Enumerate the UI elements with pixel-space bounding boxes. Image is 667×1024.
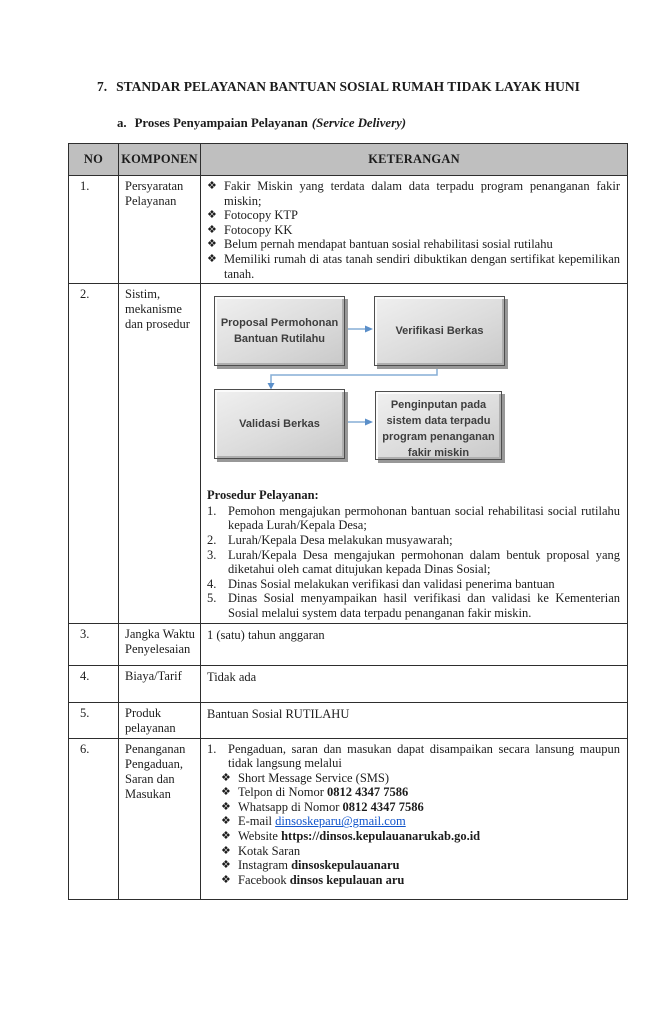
- row5-komponen: Produk pelayanan: [119, 702, 201, 738]
- col-header-keterangan: KETERANGAN: [201, 144, 628, 176]
- prosedur-pelayanan-heading: Prosedur Pelayanan:: [207, 488, 319, 503]
- row5-no: 5.: [69, 702, 119, 738]
- subtitle-letter: a.: [117, 116, 127, 130]
- col-header-komponen: KOMPONEN: [119, 144, 201, 176]
- row6-komponen: Penanganan Pengaduan, Saran dan Masukan: [119, 738, 201, 899]
- diamond-bullet-icon: ❖: [221, 859, 231, 872]
- row3-komponen: Jangka Waktu Penyelesaian: [119, 623, 201, 665]
- row1-keterangan: [201, 176, 628, 284]
- diamond-bullet-icon: ❖: [221, 786, 231, 799]
- flowchart-box-verifikasi: Verifikasi Berkas: [374, 296, 505, 366]
- channel-item-facebook: ❖ Facebook dinsos kepulauan aru: [221, 872, 405, 887]
- table-row: [69, 702, 628, 738]
- bullet-item: ❖ Fakir Miskin yang terdata dalam data terpadu program penanganan fakir miskin;: [207, 179, 620, 208]
- complaint-channel-list: [221, 771, 620, 888]
- email-link[interactable]: dinsoskeparu@gmail.com: [275, 814, 406, 829]
- row2-no: 2.: [69, 284, 119, 623]
- diamond-bullet-icon: ❖: [221, 815, 231, 828]
- flowchart-box-validasi: Validasi Berkas: [214, 389, 345, 459]
- arrow-elbow-down-icon: [268, 363, 438, 390]
- flowchart-box-penginputan: [375, 391, 502, 460]
- page-title: [97, 79, 580, 95]
- phone-number: 0812 4347 7586: [327, 785, 409, 800]
- diamond-bullet-icon: ❖: [207, 238, 217, 251]
- table-row: [69, 284, 628, 623]
- row3-keterangan: [201, 623, 628, 665]
- procedure-step: 4. Dinas Sosial melakukan verifikasi dan validasi penerima bantuan: [207, 576, 555, 591]
- row4-keterangan: [201, 665, 628, 702]
- bullet-item: ❖ Memiliki rumah di atas tanah sendiri dibuktikan dengan sertifikat kepemilikan tanah.: [207, 251, 620, 281]
- row6-keterangan: [201, 738, 628, 899]
- channel-item-suggestion-box: ❖ Kotak Saran: [221, 843, 301, 858]
- diamond-bullet-icon: ❖: [221, 771, 231, 784]
- flowchart-box-proposal: Proposal Permohonan Bantuan Rutilahu: [214, 296, 345, 366]
- website-url: https://dinsos.kepulauanarukab.go.id: [281, 829, 481, 844]
- diamond-bullet-icon: ❖: [207, 209, 217, 222]
- row4-no: 4.: [69, 665, 119, 702]
- row4-value: Tidak ada: [207, 669, 257, 684]
- channel-item-whatsapp: ❖ Whatsapp di Nomor 0812 4347 7586: [221, 799, 424, 814]
- row2-komponen: Sistim, mekanisme dan prosedur: [119, 284, 201, 623]
- row3-value: 1 (satu) tahun anggaran: [207, 627, 325, 642]
- row2-keterangan: [201, 284, 628, 623]
- row5-value: Bantuan Sosial RUTILAHU: [207, 706, 350, 721]
- complaint-intro: 1. Pengaduan, saran dan masukan dapat disampaikan secara lansung maupun tidak langsung melalui: [207, 741, 620, 771]
- channel-item-website: ❖ Website https://dinsos.kepulauanarukab.go.id: [221, 829, 481, 844]
- table-row: [69, 738, 628, 899]
- diamond-bullet-icon: ❖: [207, 223, 217, 236]
- service-standard-table: [68, 143, 628, 900]
- procedure-step: 2. Lurah/Kepala Desa melakukan musyawarah;: [207, 532, 453, 547]
- diamond-bullet-icon: ❖: [221, 873, 231, 886]
- diamond-bullet-icon: ❖: [221, 830, 231, 843]
- bullet-item: ❖ Belum pernah mendapat bantuan sosial rehabilitasi sosial rutilahu: [207, 237, 553, 252]
- arrow-right-icon: [342, 419, 373, 426]
- channel-item-instagram: ❖ Instagram dinsoskepulauanaru: [221, 858, 400, 873]
- facebook-handle: dinsos kepulauan aru: [289, 872, 405, 887]
- procedure-step: 3. Lurah/Kepala Desa mengajukan permohonan dalam bentuk proposal yang diketahui oleh camat ditujukan kepada Dinas Sosial;: [207, 547, 620, 577]
- page-subtitle: [117, 116, 406, 131]
- bullet-item: ❖ Fotocopy KTP: [207, 208, 298, 223]
- subtitle-text: Proses Penyampaian Pelayanan: [134, 116, 308, 130]
- procedure-flowchart: [207, 290, 620, 481]
- row4-komponen: Biaya/Tarif: [119, 665, 201, 702]
- row3-no: 3.: [69, 623, 119, 665]
- instagram-handle: dinsoskepulauanaru: [291, 858, 400, 873]
- channel-item-email: ❖ E-mail dinsoskeparu@gmail.com: [221, 814, 406, 829]
- row5-keterangan: [201, 702, 628, 738]
- table-header-row: [69, 144, 628, 176]
- procedure-step: 5. Dinas Sosial menyampaikan hasil verifikasi dan validasi ke Kementerian Sosial melalui system data terpadu penanganan fakir miskin.: [207, 591, 620, 620]
- channel-item-phone: ❖ Telpon di Nomor 0812 4347 7586: [221, 785, 409, 800]
- col-header-no: NO: [69, 144, 119, 176]
- channel-item-sms: ❖ Short Message Service (SMS): [221, 770, 390, 785]
- row6-no: 6.: [69, 738, 119, 899]
- diamond-bullet-icon: ❖: [207, 252, 217, 265]
- arrow-right-icon: [342, 326, 373, 333]
- table-row: [69, 176, 628, 284]
- row1-komponen: Persyaratan Pelayanan: [119, 176, 201, 284]
- table-row: [69, 665, 628, 702]
- procedure-step: 1. Pemohon mengajukan permohonan bantuan social rehabilitasi social rutilahu kepada Lurah/Kepala Desa;: [207, 503, 620, 533]
- table-row: [69, 623, 628, 665]
- whatsapp-number: 0812 4347 7586: [342, 799, 424, 814]
- diamond-bullet-icon: ❖: [221, 800, 231, 813]
- title-text: STANDAR PELAYANAN BANTUAN SOSIAL RUMAH TIDAK LAYAK HUNI: [116, 79, 580, 94]
- subtitle-italic-text: (Service Delivery): [311, 116, 407, 130]
- diamond-bullet-icon: ❖: [221, 844, 231, 857]
- row1-no: 1.: [69, 176, 119, 284]
- bullet-item: ❖ Fotocopy KK: [207, 222, 293, 237]
- title-number: 7.: [97, 79, 108, 94]
- flowchart-box-penginputan-text: Penginputan pada sistem data terpadu program penanganan fakir miskin: [382, 399, 495, 460]
- diamond-bullet-icon: ❖: [207, 180, 217, 192]
